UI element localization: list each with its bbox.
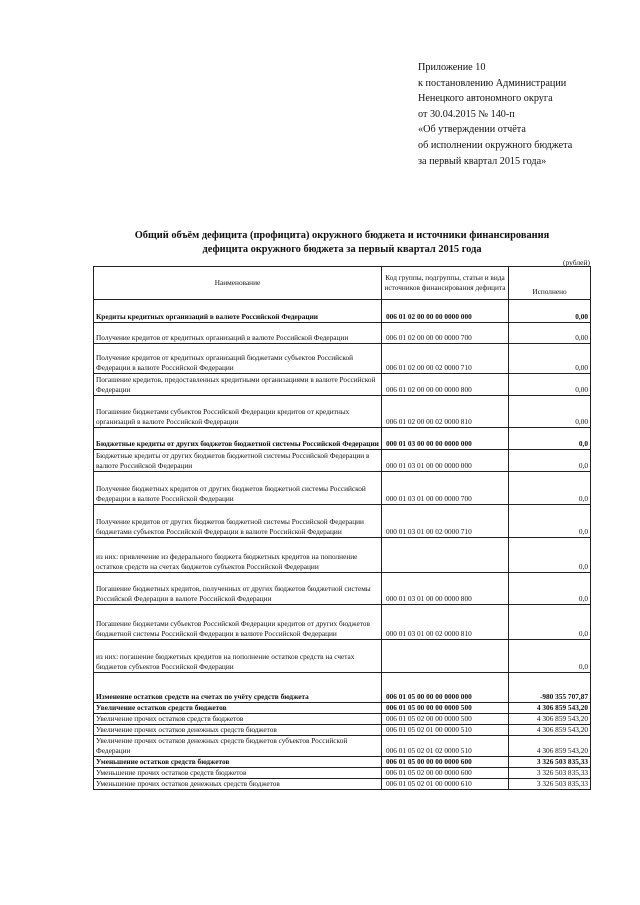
table-row	[94, 640, 591, 673]
title-line-1: Общий объём дефицита (профицита) окружного бюджета и источники финансирования	[134, 230, 550, 241]
row-value-cell: 4 306 859 543,20	[509, 725, 591, 736]
appendix-line: Приложение 10	[418, 62, 486, 73]
table-row	[94, 736, 591, 757]
table-row	[94, 673, 591, 703]
row-code-cell	[382, 538, 509, 573]
row-name-cell: Увеличение прочих остатков денежных средств бюджетов субъектов Российской Федерации	[94, 736, 382, 757]
appendix-line: об исполнении окружного бюджета	[418, 139, 573, 151]
title-line-2: дефицита окружного бюджета за первый квартал 2015 года	[202, 244, 482, 255]
appendix-line: за первый квартал 2015 года»	[418, 155, 547, 167]
row-value-cell: 0,0	[509, 640, 591, 673]
table-row	[94, 538, 591, 573]
row-name-cell: Изменение остатков средств на счетах по учёту средств бюджета	[94, 673, 382, 703]
table-row	[94, 725, 591, 736]
row-value-cell: 0,0	[509, 538, 591, 573]
row-code-cell: 000 01 03 00 00 00 0000 000	[382, 428, 509, 450]
table-row	[94, 505, 591, 538]
row-value-cell: 0,00	[509, 374, 591, 396]
row-value-cell: -980 355 707,87	[509, 673, 591, 703]
row-value-cell: 0,00	[509, 344, 591, 374]
row-value-cell: 4 306 859 543,20	[509, 736, 591, 757]
table-row	[94, 428, 591, 450]
appendix-line: к постановлению Администрации	[418, 77, 567, 89]
row-value-cell: 3 326 503 835,33	[509, 768, 591, 779]
units-label: (рублей)	[562, 258, 590, 267]
row-code-cell: 006 01 05 02 00 00 0000 500	[382, 714, 509, 725]
table-row	[94, 472, 591, 505]
row-name-cell: Погашение бюджетных кредитов, полученных от других бюджетов бюджетной системы Российской Федерации в валюте Российской Федерации	[94, 573, 382, 605]
table-row	[94, 323, 591, 344]
row-code-cell: 006 01 05 02 01 02 0000 510	[382, 736, 509, 757]
row-value-cell: 4 306 859 543,20	[509, 703, 591, 714]
row-value-cell: 4 306 859 543,20	[509, 714, 591, 725]
row-name-cell: Получение бюджетных кредитов от других бюджетов бюджетной системы Российской Федерации в валюте Российской Федерации	[94, 472, 382, 505]
row-name-cell: Получение кредитов от других бюджетов бюджетной системы Российской Федерации бюджетами субъектов Российской Федерации в валюте Российской Федерации	[94, 505, 382, 538]
row-code-cell: 006 01 05 00 00 00 0000 500	[382, 703, 509, 714]
budget-table	[93, 266, 591, 790]
row-code-cell: 006 01 05 02 00 00 0000 600	[382, 768, 509, 779]
row-value-cell: 0,0	[509, 505, 591, 538]
table-header-row	[94, 267, 591, 300]
row-code-cell	[382, 640, 509, 673]
table-row	[94, 450, 591, 472]
row-code-cell: 000 01 03 01 00 00 0000 700	[382, 472, 509, 505]
row-value-cell: 3 326 503 835,33	[509, 779, 591, 790]
row-code-cell: 006 01 02 00 00 00 0000 000	[382, 300, 509, 323]
row-code-cell: 006 01 05 00 00 00 0000 000	[382, 673, 509, 703]
appendix-line: от 30.04.2015 № 140-п	[418, 108, 515, 120]
row-code-cell: 006 01 05 02 01 00 0000 510	[382, 725, 509, 736]
row-name-cell: Уменьшение прочих остатков средств бюджетов	[94, 768, 382, 779]
table-row	[94, 396, 591, 428]
row-value-cell: 0,0	[509, 573, 591, 605]
table-row	[94, 703, 591, 714]
row-name-cell: Увеличение прочих остатков средств бюджетов	[94, 714, 382, 725]
table-row	[94, 605, 591, 640]
header-code: Код группы, подгруппы, статьи и вида источников финансирования дефицита	[382, 267, 509, 300]
table-row	[94, 779, 591, 790]
row-code-cell: 006 01 05 02 01 00 0000 610	[382, 779, 509, 790]
row-name-cell: Увеличение прочих остатков денежных средств бюджетов	[94, 725, 382, 736]
row-code-cell: 006 01 02 00 00 00 0000 700	[382, 323, 509, 344]
appendix-line: «Об утверждении отчёта	[418, 124, 526, 136]
table-row	[94, 757, 591, 768]
table-row	[94, 573, 591, 605]
row-name-cell: Бюджетные кредиты от других бюджетов бюджетной системы Российской Федерации	[94, 428, 382, 450]
row-value-cell: 0,00	[509, 300, 591, 323]
table-row	[94, 300, 591, 323]
header-name: Наименование	[94, 267, 382, 300]
row-code-cell: 006 01 02 00 00 02 0000 710	[382, 344, 509, 374]
row-code-cell: 000 01 03 01 00 02 0000 810	[382, 605, 509, 640]
row-value-cell: 0,0	[509, 605, 591, 640]
row-name-cell: Кредиты кредитных организаций в валюте Российской Федерации	[94, 300, 382, 323]
row-name-cell: из них: погашение бюджетных кредитов на пополнение остатков средств на счетах бюджетов субъектов Российской Федерации	[94, 640, 382, 673]
row-code-cell: 000 01 03 01 00 02 0000 710	[382, 505, 509, 538]
row-code-cell: 006 01 02 00 00 02 0000 810	[382, 396, 509, 428]
row-value-cell: 0,00	[509, 396, 591, 428]
row-name-cell: Погашение бюджетами субъектов Российской Федерации кредитов от кредитных организаций в валюте Российской Федерации	[94, 396, 382, 428]
row-value-cell: 0,0	[509, 472, 591, 505]
row-name-cell: Погашение кредитов, предоставленных кредитными организациями в валюте Российской Федерации	[94, 374, 382, 396]
row-value-cell: 0,00	[509, 323, 591, 344]
table-row	[94, 714, 591, 725]
appendix-line: Ненецкого автономного округа	[418, 93, 553, 105]
row-code-cell: 006 01 05 00 00 00 0000 600	[382, 757, 509, 768]
row-name-cell: Уменьшение остатков средств бюджетов	[94, 757, 382, 768]
row-code-cell: 000 01 03 01 00 00 0000 800	[382, 573, 509, 605]
row-name-cell: Уменьшение прочих остатков денежных средств бюджетов	[94, 779, 382, 790]
row-code-cell: 006 01 02 00 00 00 0000 800	[382, 374, 509, 396]
table-row	[94, 374, 591, 396]
row-code-cell: 000 01 03 01 00 00 0000 000	[382, 450, 509, 472]
header-value: Исполнено	[509, 267, 591, 300]
row-name-cell: Бюджетные кредиты от других бюджетов бюджетной системы Российской Федерации в валюте Российской Федерации	[94, 450, 382, 472]
document-title	[92, 229, 592, 257]
row-value-cell: 0,0	[509, 450, 591, 472]
row-value-cell: 0,0	[509, 428, 591, 450]
row-name-cell: Увеличение остатков средств бюджетов	[94, 703, 382, 714]
table-row	[94, 768, 591, 779]
row-name-cell: из них: привлечение из федерального бюджета бюджетных кредитов на пополнение остатков средств на счетах бюджетов субъектов Российской Федерации	[94, 538, 382, 573]
row-value-cell: 3 326 503 835,33	[509, 757, 591, 768]
appendix-block	[418, 60, 633, 169]
row-name-cell: Погашение бюджетами субъектов Российской Федерации кредитов от других бюджетов бюджетной системы Российской Федерации в валюте Российской Федерации	[94, 605, 382, 640]
row-name-cell: Получение кредитов от кредитных организаций бюджетами субъектов Российской Федерации в валюте Российской Федерации	[94, 344, 382, 374]
row-name-cell: Получение кредитов от кредитных организаций в валюте Российской Федерации	[94, 323, 382, 344]
table-row	[94, 344, 591, 374]
